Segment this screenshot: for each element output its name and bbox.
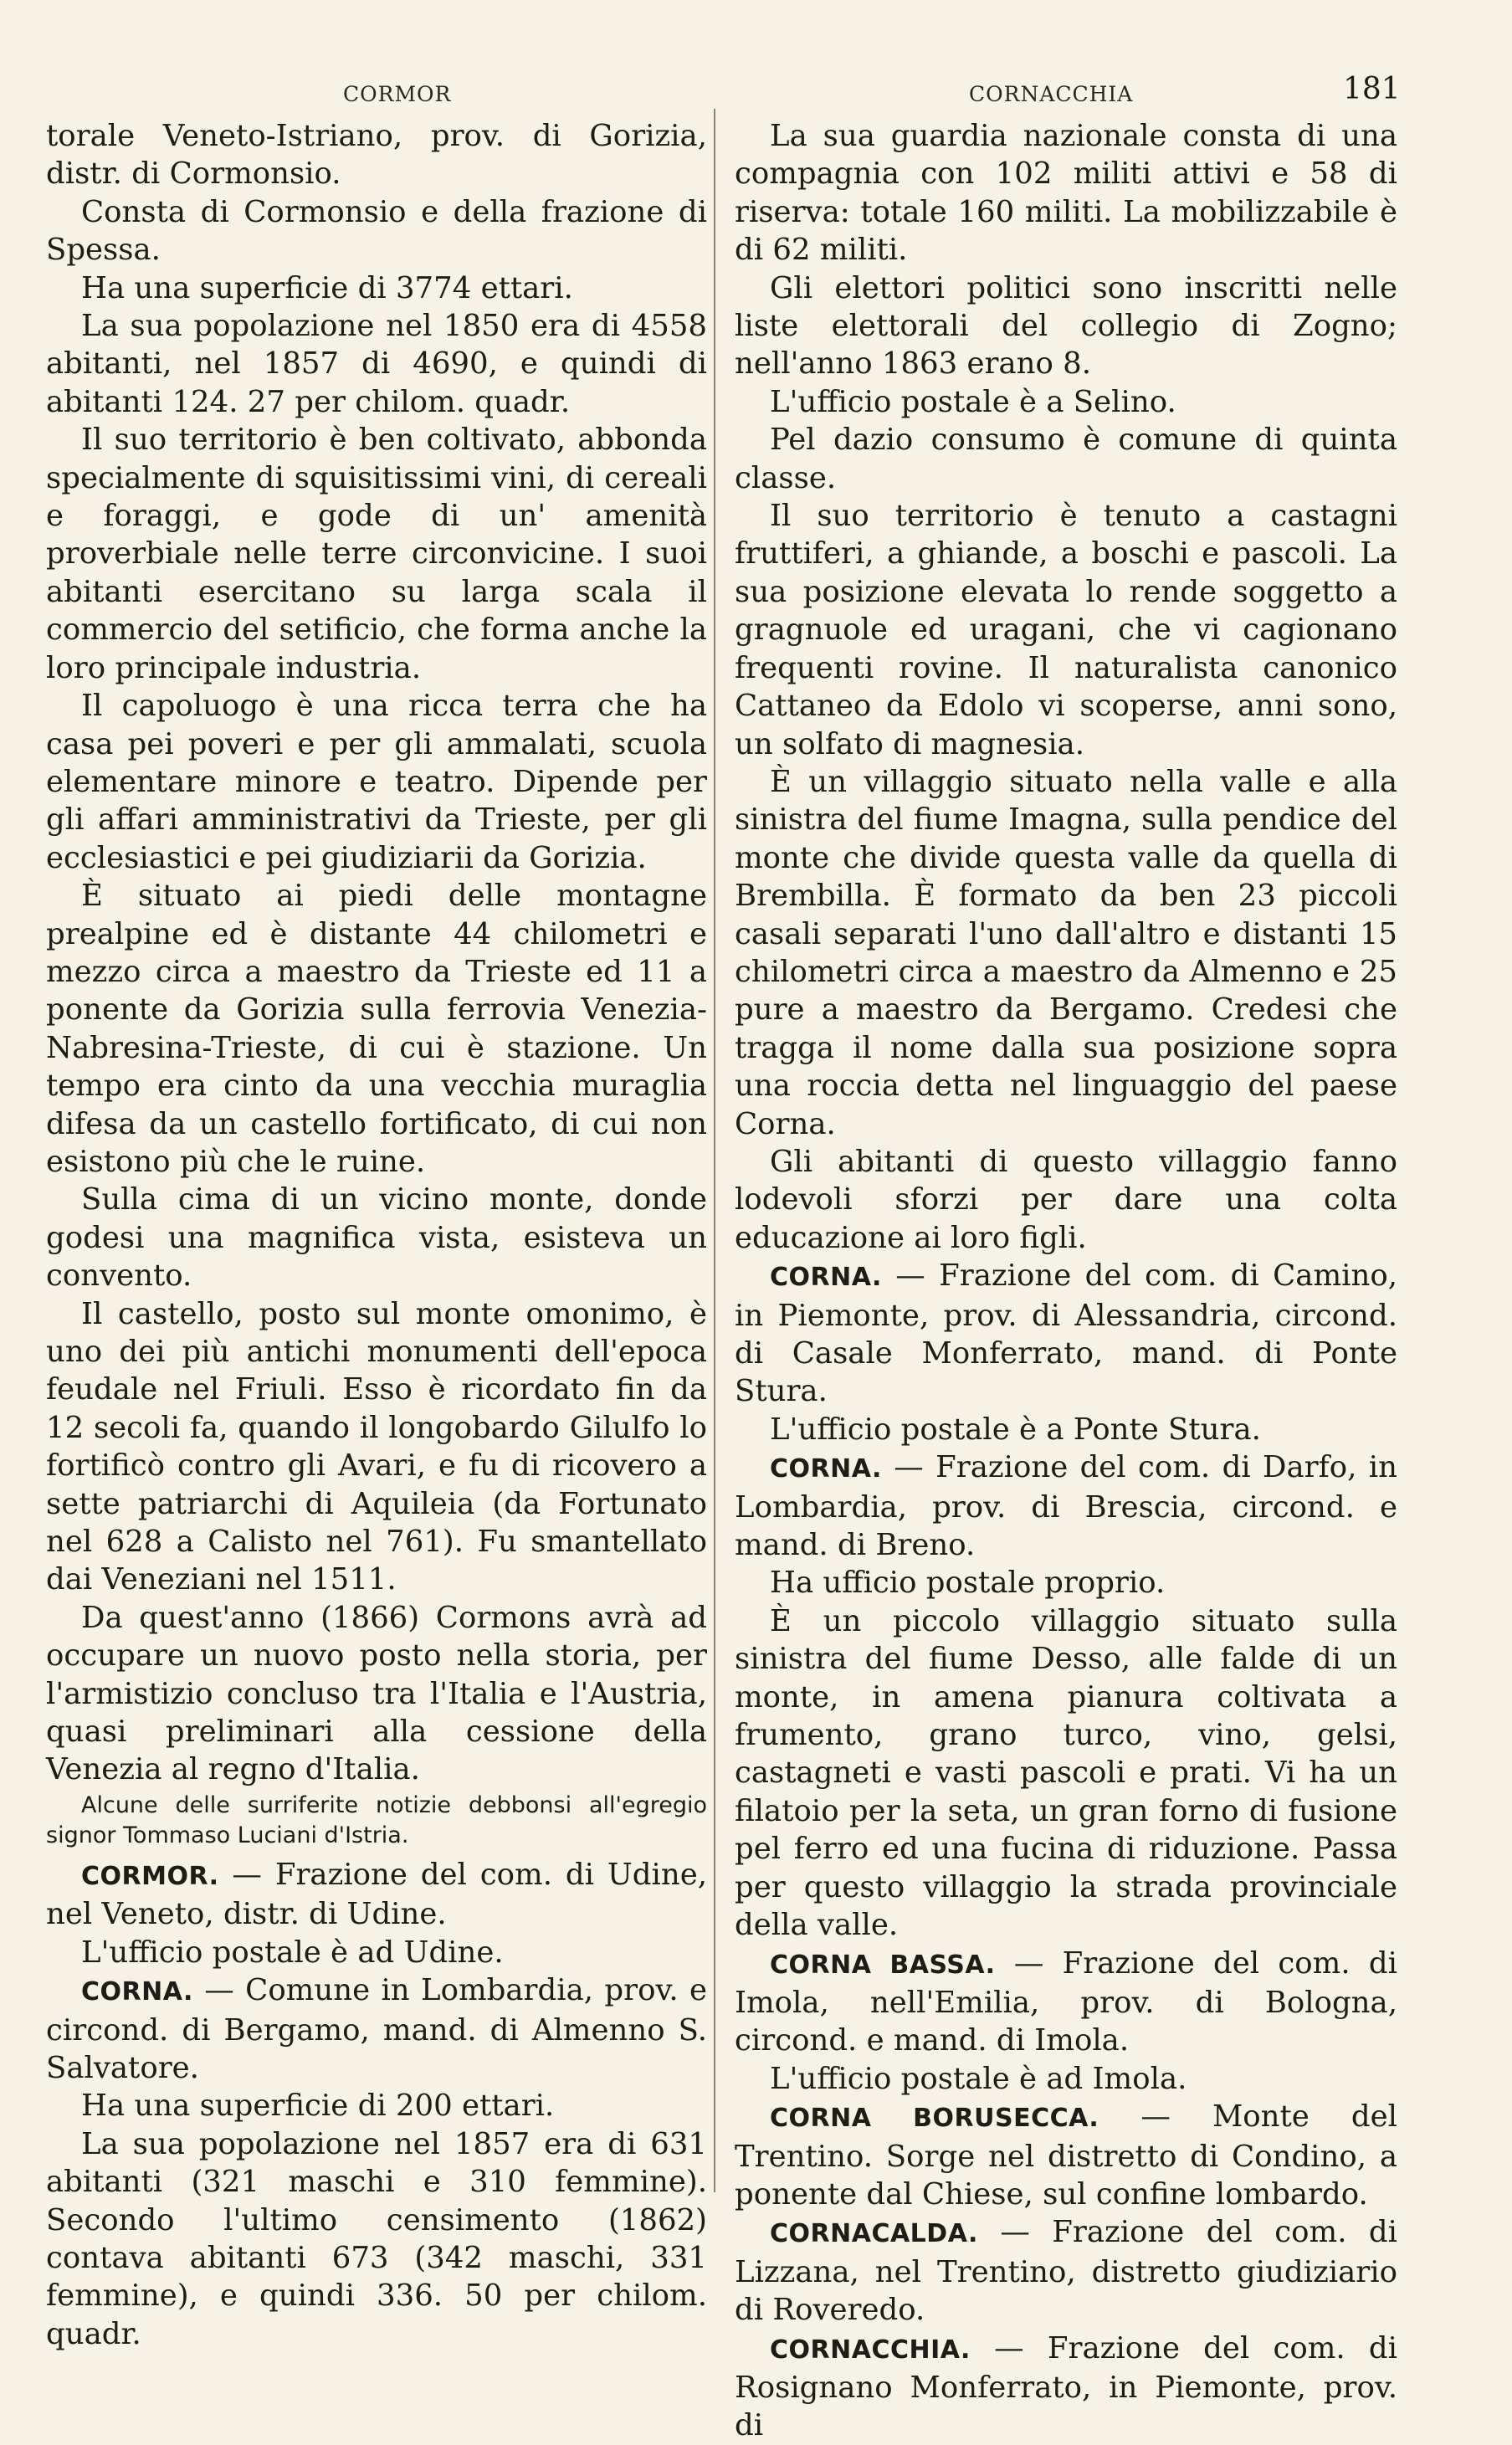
paragraph-text: — Monte del Trentino. Sorge nel distretto di Condino, a ponente dal Chiese, sul confine lombardo.	[735, 2099, 1397, 2212]
paragraph-text: È situato ai piedi delle montagne prealpine ed è distante 44 chilometri e mezzo circa a maestro da Trieste ed 11 a ponente da Gorizia sulla ferrovia Venezia-Nabresina-Trieste, di cui è stazione. Un tempo era cinto da una vecchia muraglia difesa da un castello fortificato, di cui non esistono più che le ruine.	[46, 879, 707, 1179]
page-number: 181	[1343, 72, 1401, 106]
paragraph-text: È un piccolo villaggio situato sulla sinistra del fiume Desso, alle falde di un monte, in amena pianura coltivata a frumento, grano turco, vino, gelsi, castagneti e vasti pascoli e prati. Vi ha un filatoio per la seta, un gran forno di fusione pel ferro ed una fucina di riduzione. Passa per questo villaggio la strada provinciale della valle.	[735, 1603, 1397, 1943]
paragraph-text: Pel dazio consumo è comune di quinta classe.	[735, 423, 1397, 495]
paragraph-text: Alcune delle surriferite notizie debbonsi all'egregio signor Tommaso Luciani d'Istria.	[46, 1791, 707, 1848]
paragraph	[735, 497, 1397, 763]
entry-headword: CORNA.	[81, 1977, 193, 2007]
entry-headword: CORNA.	[770, 1263, 882, 1293]
paragraph-text: — Frazione del com. di Lizzana, nel Trentino, distretto giudiziario di Roveredo.	[735, 2215, 1397, 2328]
paragraph-text: L'ufficio postale è ad Udine.	[81, 1935, 504, 1970]
paragraph-text: Il castello, posto sul monte omonimo, è uno dei più antichi monumenti dell'epoca feudale nel Friuli. Esso è ricordato fin da 12 secoli fa, quando il longobardo Gilulfo lo fortificò contro gli Avari, e fu di ricovero a sette patriarchi di Aquileia (da Fortunato nel 628 a Calisto nel 761). Fu smantellato dai Veneziani nel 1511.	[46, 1296, 707, 1597]
paragraph-text: Gli abitanti di questo villaggio fanno lodevoli sforzi per dare una colta educazione ai loro figli.	[735, 1144, 1397, 1255]
paragraph	[46, 2125, 707, 2353]
paragraph	[46, 193, 707, 269]
paragraph-text: — Frazione del com. di Camino, in Piemonte, prov. di Alessandria, circond. di Casale Monferrato, mand. di Ponte Stura.	[735, 1258, 1397, 1409]
paragraph	[46, 1295, 707, 1599]
paragraph-text: Il suo territorio è tenuto a castagni fruttiferi, a ghiande, a boschi e pascoli. La sua posizione elevata lo rende soggetto a gragnuole ed uragani, che vi cagionano frequenti rovine. Il naturalista canonico Cattaneo da Edolo vi scoperse, anni sono, un solfato di magnesia.	[735, 499, 1397, 761]
paragraph	[735, 117, 1397, 269]
paragraph-text: — Comune in Lombardia, prov. e circond. di Bergamo, mand. di Almenno S. Salvatore.	[46, 1973, 707, 2085]
entry-headword: CORNA BASSA.	[770, 1950, 996, 1980]
paragraph-text: La sua guardia nazionale consta di una compagnia con 102 militi attivi e 58 di riserva: totale 160 militi. La mobilizzabile è di 62 militi.	[735, 119, 1397, 268]
paragraph	[735, 763, 1397, 1143]
entry-paragraph	[735, 1448, 1397, 1564]
column-divider	[714, 109, 715, 2192]
paragraph	[46, 687, 707, 877]
paragraph-text: — Frazione del com. di Imola, nell'Emilia, prov. di Bologna, circond. e mand. di Imola.	[735, 1945, 1397, 2058]
paragraph-text: — Frazione del com. di Rosignano Monferrato, in Piemonte, prov. di	[735, 2330, 1397, 2443]
entry-paragraph	[735, 1945, 1397, 2060]
paragraph-text: — Frazione del com. di Udine, nel Veneto, distr. di Udine.	[46, 1857, 707, 1932]
entry-paragraph	[46, 1971, 707, 2087]
paragraph	[46, 1934, 707, 1971]
entry-headword: CORNA BORUSECCA.	[770, 2104, 1099, 2134]
paragraph-text: Consta di Cormonsio e della frazione di Spessa.	[46, 194, 707, 268]
paragraph-text: Da quest'anno (1866) Cormons avrà ad occupare un nuovo posto nella storia, per l'armistizio concluso tra l'Italia e l'Austria, quasi preliminari alla cessione della Venezia al regno d'Italia.	[46, 1600, 707, 1787]
paragraph-text: L'ufficio postale è ad Imola.	[770, 2061, 1187, 2096]
paragraph-text: Il capoluogo è una ricca terra che ha casa pei poveri e per gli ammalati, scuola elementare minore e teatro. Dipende per gli affari amministrativi da Trieste, per gli ecclesiastici e pei giudiziarii da Gorizia.	[46, 689, 707, 875]
entry-headword: CORNACALDA.	[770, 2219, 978, 2249]
paragraph-text: — Frazione del com. di Darfo, in Lombardia, prov. di Brescia, circond. e mand. di Breno.	[735, 1450, 1397, 1563]
running-head-left: CORMOR	[343, 82, 452, 106]
paragraph-text: Ha una superficie di 3774 ettari.	[81, 270, 573, 305]
paragraph-text: L'ufficio postale è a Ponte Stura.	[770, 1412, 1261, 1447]
paragraph	[735, 421, 1397, 497]
paragraph-text: È un villaggio situato nella valle e alla sinistra del fiume Imagna, sulla pendice del monte che divide questa valle da quella di Brembilla. È formato da ben 23 piccoli casali separati l'uno dall'altro e distanti 15 chilometri circa a maestro da Almenno e 25 pure a maestro da Bergamo. Credesi che tragga il nome dalla sua posizione sopra una roccia detta nel linguaggio del paese Corna.	[735, 764, 1397, 1141]
paragraph-text: La sua popolazione nel 1850 era di 4558 abitanti, nel 1857 di 4690, e quindi di abitanti 124. 27 per chilom. quadr.	[46, 309, 707, 419]
entry-headword: CORNA.	[770, 1454, 882, 1484]
paragraph	[46, 117, 707, 193]
paragraph	[735, 2060, 1397, 2098]
paragraph-text: torale Veneto-Istriano, prov. di Gorizia, distr. di Cormonsio.	[46, 119, 707, 192]
paragraph	[735, 1564, 1397, 1602]
footnote	[46, 1791, 707, 1851]
paragraph	[735, 1143, 1397, 1257]
paragraph-text: Gli elettori politici sono inscritti nelle liste elettorali del collegio di Zogno; nell'anno 1863 erano 8.	[735, 270, 1397, 382]
paragraph	[46, 307, 707, 421]
entry-headword: CORMOR.	[81, 1861, 219, 1891]
paragraph	[735, 1411, 1397, 1448]
entry-paragraph	[46, 1856, 707, 1934]
paragraph-text: La sua popolazione nel 1857 era di 631 abitanti (321 maschi e 310 femmine). Secondo l'ultimo censimento (1862) contava abitanti 673 (342 maschi, 331 femmine), e quindi 336. 50 per chilom. quadr.	[46, 2126, 707, 2351]
paragraph	[46, 877, 707, 1181]
paragraph	[735, 383, 1397, 421]
entry-headword: CORNACCHIA.	[770, 2335, 971, 2365]
entry-paragraph	[735, 2213, 1397, 2329]
paragraph-text: L'ufficio postale è a Selino.	[770, 384, 1176, 419]
paragraph	[46, 2087, 707, 2125]
right-column	[735, 117, 1397, 2445]
paragraph	[46, 1181, 707, 1294]
entry-paragraph	[735, 2330, 1397, 2445]
paragraph	[735, 269, 1397, 383]
paragraph	[46, 1599, 707, 1789]
running-head-right: CORNACCHIA	[969, 82, 1134, 106]
paragraph	[735, 1602, 1397, 1945]
entry-paragraph	[735, 1257, 1397, 1411]
left-column	[46, 117, 707, 2353]
paragraph-text: Ha una superficie di 200 ettari.	[81, 2089, 555, 2124]
paragraph	[46, 269, 707, 307]
paragraph-text: Ha ufficio postale proprio.	[770, 1566, 1166, 1601]
paragraph	[46, 421, 707, 687]
entry-paragraph	[735, 2098, 1397, 2213]
paragraph-text: Sulla cima di un vicino monte, donde godesi una magnifica vista, esisteva un convento.	[46, 1182, 707, 1294]
paragraph-text: Il suo territorio è ben coltivato, abbonda specialmente di squisitissimi vini, di cereali e foraggi, e gode di un' amenità proverbiale nelle terre circonvicine. I suoi abitanti esercitano su larga scala il commercio del setificio, che forma anche la loro principale industria.	[46, 423, 707, 685]
